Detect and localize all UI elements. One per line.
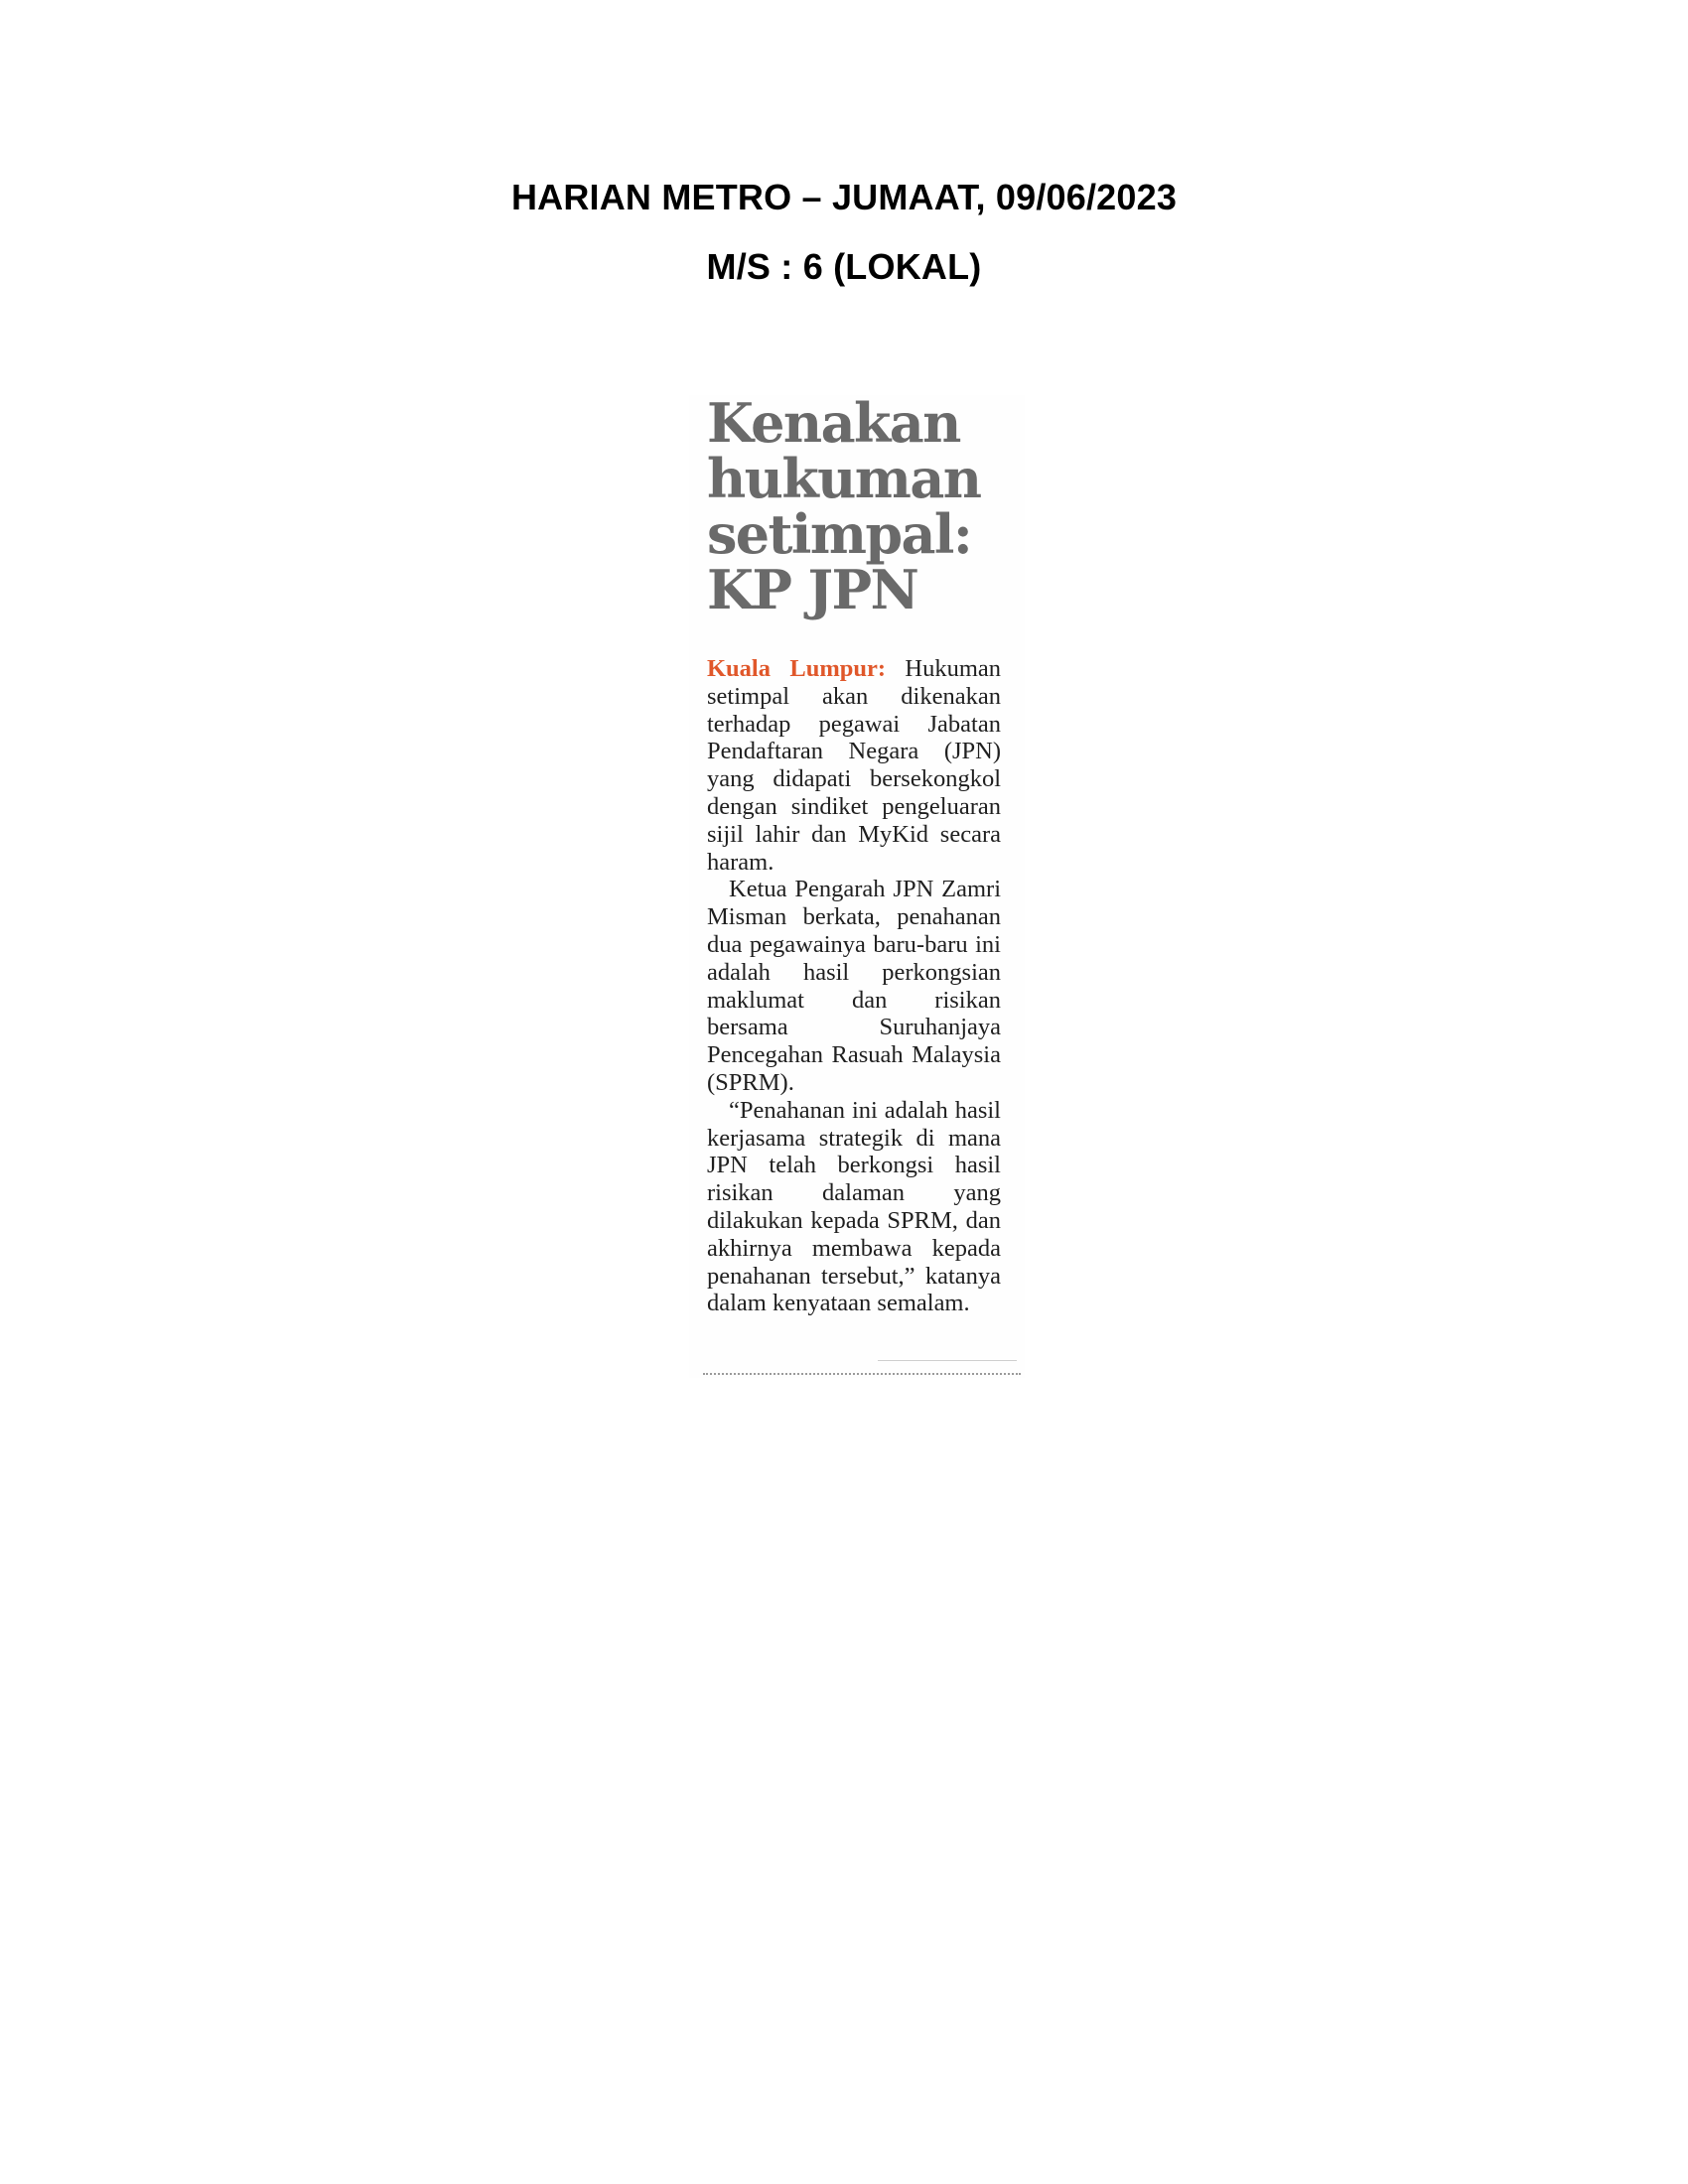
headline-line: setimpal: [707, 502, 972, 566]
page-header-publication: HARIAN METRO – JUMAAT, 09/06/2023 [510, 177, 1178, 217]
article-paragraph [707, 655, 1001, 876]
article-headline [707, 391, 1025, 621]
headline-line: hukuman [707, 447, 981, 510]
article-paragraph: “Penahanan ini adalah hasil kerjasama strategik di mana JPN telah berkongsi hasil risikan dalaman yang dilakukan kepada SPRM, dan akhirnya membawa kepada penahanan tersebut,” katanya dalam kenyataan semalam. [707, 1096, 1001, 1317]
article-body [707, 655, 1001, 1317]
headline-line: Kenakan [707, 391, 960, 455]
paragraph-text: Hukuman setimpal akan dikenakan terhadap pegawai Jabatan Pendaftaran Negara (JPN) yang didapati bersekongkol dengan sindiket pengeluaran sijil lahir dan MyKid secara haram. [707, 655, 1001, 876]
article-paragraph: Ketua Pengarah JPN Zamri Misman berkata, penahanan dua pegawainya baru-baru ini adalah hasil perkongsian maklumat dan risikan bersama Suruhanjaya Pencegahan Rasuah Malaysia (SPRM). [707, 876, 1001, 1096]
page-header-page-section: M/S : 6 (LOKAL) [706, 246, 982, 287]
headline-line: KP JPN [707, 558, 918, 621]
clipping-bottom-rule [703, 1373, 1021, 1375]
article-dateline: Kuala Lumpur: [707, 655, 887, 682]
newspaper-clipping [689, 391, 1025, 1378]
divider [878, 1360, 1017, 1361]
